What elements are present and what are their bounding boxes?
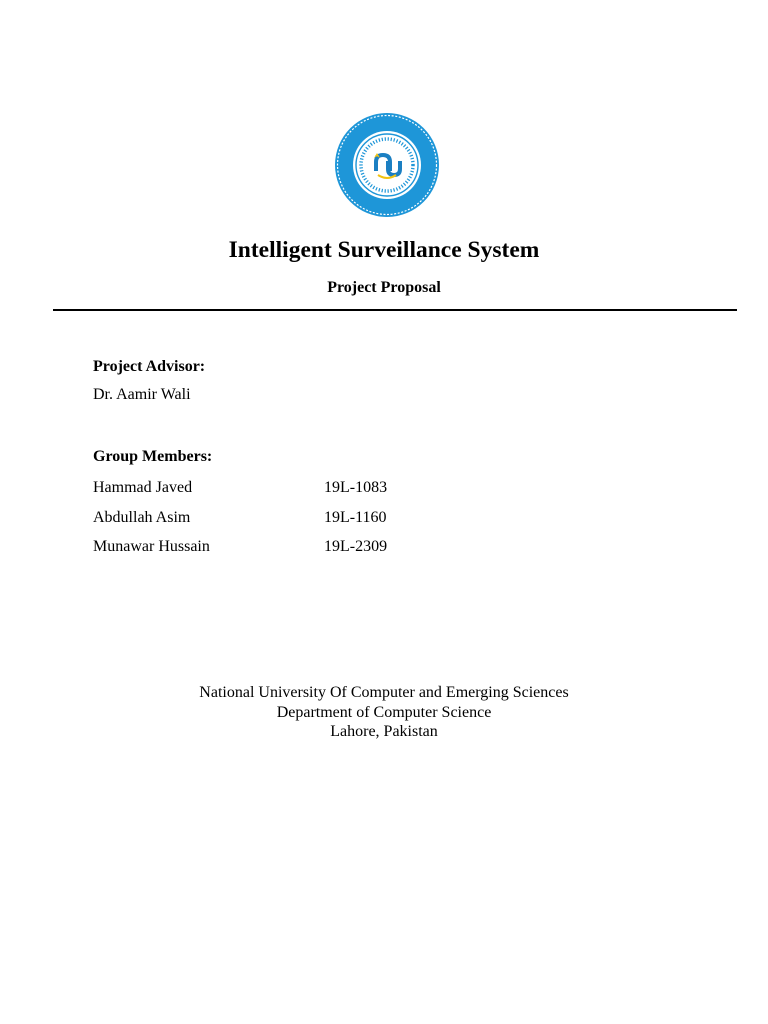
member-name: Munawar Hussain	[93, 538, 210, 555]
member-roll-number: 19L-2309	[324, 538, 388, 555]
institution-footer	[0, 683, 768, 742]
location: Lahore, Pakistan	[330, 723, 438, 740]
university-name: National University Of Computer and Emerging Sciences	[199, 684, 569, 701]
advisor-heading: Project Advisor:	[93, 358, 206, 375]
member-name: Abdullah Asim	[93, 508, 191, 526]
university-seal-icon	[334, 112, 440, 218]
advisor-name: Dr. Aamir Wali	[93, 386, 191, 403]
horizontal-divider	[53, 309, 737, 311]
department-name: Department of Computer Science	[276, 703, 492, 721]
document-title: Intelligent Surveillance System	[228, 237, 540, 263]
group-members-heading: Group Members:	[93, 448, 213, 465]
member-name: Hammad Javed	[93, 479, 193, 496]
member-roll-number: 19L-1160	[324, 508, 387, 526]
member-roll-number: 19L-1083	[324, 479, 388, 496]
document-subtitle: Project Proposal	[327, 279, 441, 296]
